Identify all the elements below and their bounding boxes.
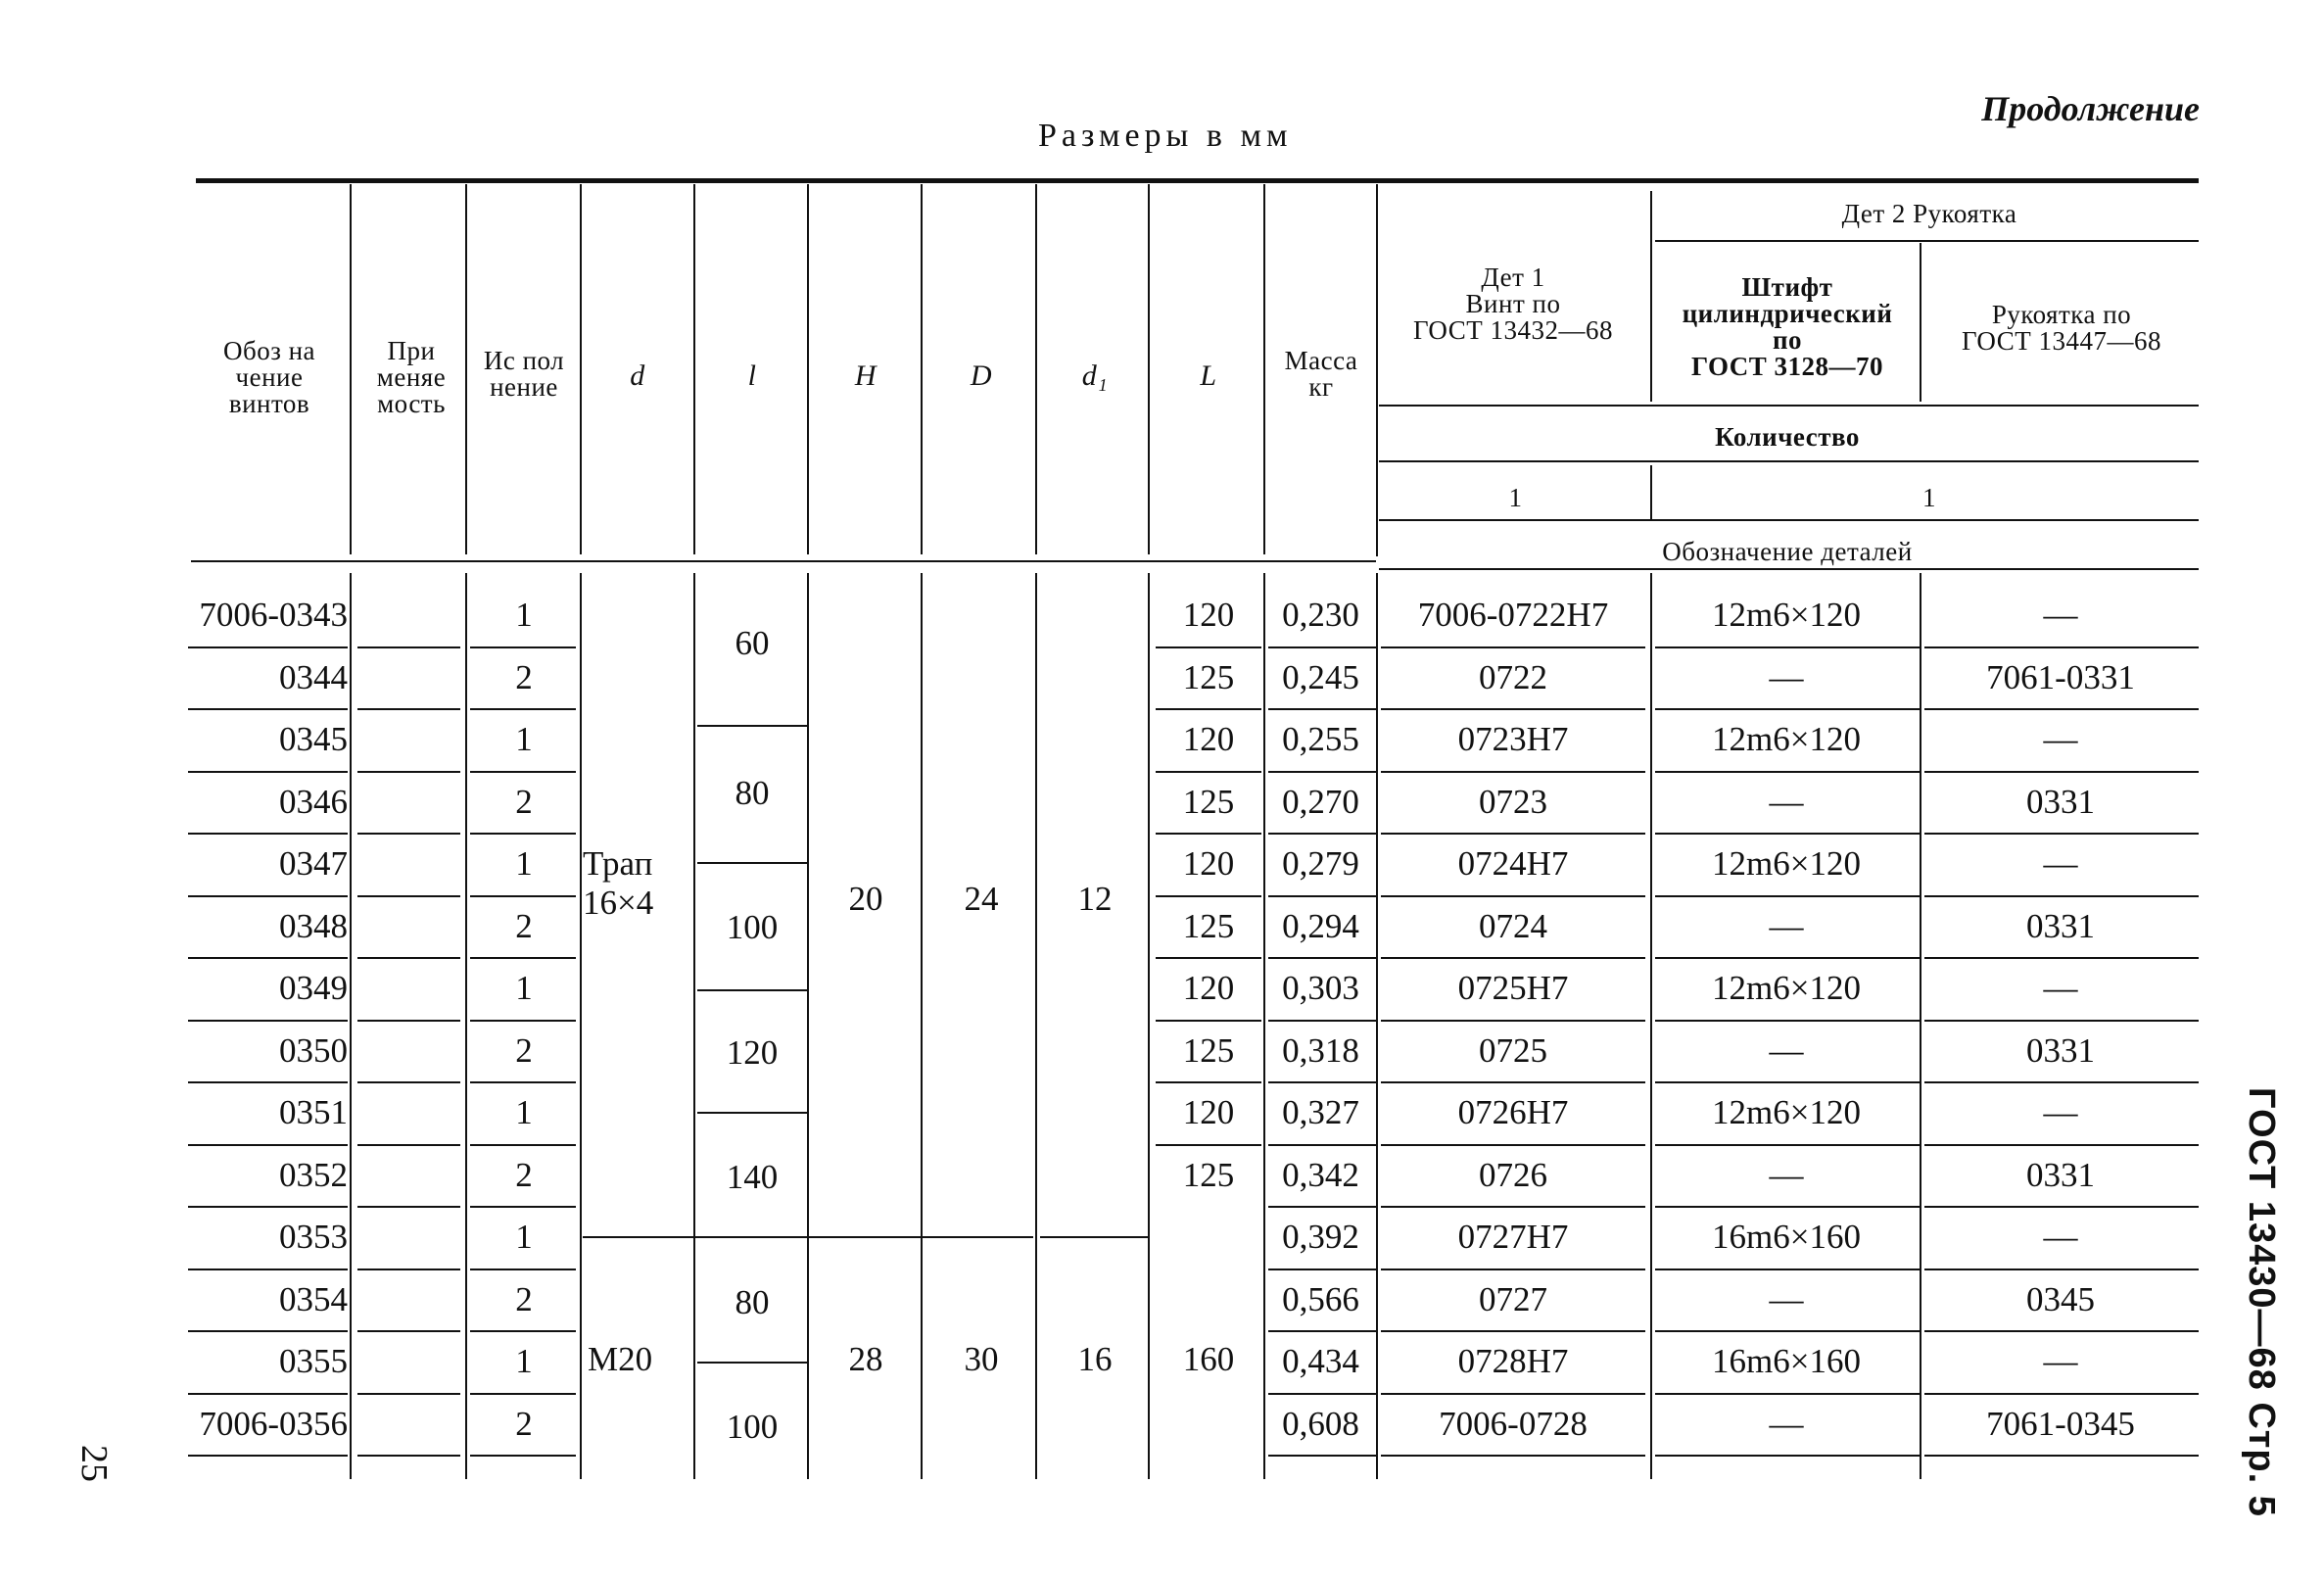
cell-designation: 0348 (279, 906, 348, 945)
row-rule (470, 1144, 576, 1146)
row-rule (188, 1020, 348, 1022)
cell-version: 2 (515, 657, 533, 696)
header-bottom-rule (191, 560, 1376, 562)
group-rule (697, 862, 807, 864)
header-column-rule (1035, 184, 1037, 554)
header-qty2: 1 (1922, 483, 1936, 512)
cell-designation: 0346 (279, 782, 348, 821)
cell-mass: 0,270 (1282, 782, 1359, 821)
row-rule (1655, 646, 1920, 648)
row-rule (470, 646, 576, 648)
group-rule (697, 989, 807, 991)
group-d1-value: 12 (1077, 880, 1113, 918)
header-rule (1379, 568, 2199, 570)
group-rule (583, 1236, 1033, 1238)
row-rule (1381, 1020, 1645, 1022)
cell-L: 125 (1182, 782, 1235, 821)
row-rule (1924, 833, 2199, 835)
row-rule (1924, 708, 2199, 710)
row-rule (188, 771, 348, 773)
row-rule (357, 1206, 460, 1208)
row-rule (1268, 895, 1376, 897)
cell-part1: 0728Н7 (1457, 1342, 1569, 1380)
cell-designation: 0344 (279, 657, 348, 696)
header-column-rule (807, 184, 809, 554)
cell-mass: 0,342 (1282, 1155, 1359, 1194)
row-rule (1655, 1269, 1920, 1270)
cell-designation: 0345 (279, 720, 348, 758)
row-rule (470, 895, 576, 897)
row-rule (1655, 708, 1920, 710)
row-rule (470, 833, 576, 835)
cell-L: 125 (1182, 657, 1235, 696)
cell-pin: 16m6×160 (1712, 1342, 1861, 1380)
row-rule (1381, 1081, 1645, 1083)
header-D: D (970, 359, 993, 392)
cell-handle: 0331 (2026, 1155, 2095, 1194)
cell-mass: 0,279 (1282, 844, 1359, 883)
cell-L: 125 (1182, 1030, 1235, 1070)
row-rule (1924, 1393, 2199, 1395)
row-rule (470, 1330, 576, 1332)
group-l-value: 100 (726, 1408, 779, 1446)
row-rule (1924, 1330, 2199, 1332)
header-rule (1379, 405, 2199, 407)
cell-version: 1 (515, 596, 533, 634)
header-column-rule (350, 184, 352, 554)
row-rule (1924, 1269, 2199, 1270)
cell-handle: — (2043, 969, 2078, 1007)
cell-version: 1 (515, 1342, 533, 1380)
cell-pin: — (1769, 782, 1804, 821)
row-rule (188, 646, 348, 648)
row-rule (188, 708, 348, 710)
cell-designation: 0353 (279, 1218, 348, 1256)
body-column-rule (921, 573, 923, 1479)
row-rule (1381, 1393, 1645, 1395)
row-rule (1156, 646, 1261, 648)
cell-pin: — (1769, 657, 1804, 696)
group-L-merged: 160 (1182, 1340, 1235, 1378)
group-rule (1040, 1236, 1148, 1238)
table-top-rule (196, 178, 2199, 183)
header-column-rule (1920, 243, 1921, 402)
row-rule (357, 1144, 460, 1146)
cell-version: 1 (515, 1093, 533, 1131)
header-column-rule (465, 184, 467, 554)
row-rule (1156, 895, 1261, 897)
cell-L: 120 (1182, 1093, 1235, 1131)
cell-part1: 0723Н7 (1457, 720, 1569, 758)
cell-pin: — (1769, 1279, 1804, 1318)
row-rule (470, 1269, 576, 1270)
row-rule (1156, 1144, 1261, 1146)
cell-pin: — (1769, 1155, 1804, 1194)
header-d1: d₁ (1081, 359, 1109, 392)
group-d1-value: 16 (1077, 1340, 1113, 1378)
header-column-rule (1650, 465, 1652, 519)
row-rule (1655, 1144, 1920, 1146)
row-rule (188, 1455, 348, 1457)
group-H-value: 20 (848, 880, 883, 918)
cell-part1: 0726Н7 (1457, 1093, 1569, 1131)
header-pin: Штифт цилиндрический по ГОСТ 3128—70 (1682, 272, 1893, 381)
cell-version: 1 (515, 844, 533, 883)
header-version: Ис пол нение (483, 346, 565, 402)
row-rule (1381, 1144, 1645, 1146)
row-rule (1655, 1393, 1920, 1395)
body-column-rule (807, 573, 809, 1479)
cell-mass: 0,566 (1282, 1279, 1359, 1318)
row-rule (1268, 957, 1376, 959)
cell-L: 120 (1182, 969, 1235, 1007)
body-column-rule (350, 573, 352, 1479)
cell-L: 120 (1182, 720, 1235, 758)
row-rule (1156, 957, 1261, 959)
row-rule (1268, 833, 1376, 835)
cell-handle: — (2043, 720, 2078, 758)
cell-version: 2 (515, 782, 533, 821)
row-rule (1924, 1206, 2199, 1208)
cell-designation: 0350 (279, 1030, 348, 1070)
group-rule (697, 725, 807, 727)
body-column-rule (1920, 573, 1921, 1479)
row-rule (1655, 771, 1920, 773)
cell-designation: 7006-0356 (199, 1404, 348, 1443)
row-rule (357, 1330, 460, 1332)
row-rule (1268, 1393, 1376, 1395)
row-rule (1268, 646, 1376, 648)
row-rule (470, 1206, 576, 1208)
row-rule (1655, 1330, 1920, 1332)
cell-designation: 0349 (279, 969, 348, 1007)
cell-designation: 7006-0343 (199, 596, 348, 634)
continued-label: Продолжение (1981, 89, 2200, 128)
row-rule (1268, 771, 1376, 773)
standard-side-label: ГОСТ 13430—68 Стр. 5 (2241, 1087, 2282, 1517)
cell-mass: 0,327 (1282, 1093, 1359, 1131)
cell-version: 2 (515, 1030, 533, 1070)
cell-part1: 0724Н7 (1457, 844, 1569, 883)
cell-part1: 0723 (1479, 782, 1547, 821)
row-rule (470, 1393, 576, 1395)
row-rule (1156, 708, 1261, 710)
row-rule (1268, 1330, 1376, 1332)
group-H-value: 28 (848, 1340, 883, 1378)
group-rule (697, 1362, 807, 1364)
cell-handle: 0331 (2026, 906, 2095, 945)
row-rule (188, 1206, 348, 1208)
row-rule (1156, 1081, 1261, 1083)
header-column-rule (1148, 184, 1150, 554)
row-rule (357, 1020, 460, 1022)
cell-L: 120 (1182, 844, 1235, 883)
cell-designation: 0352 (279, 1155, 348, 1194)
header-rule (1379, 519, 2199, 521)
row-rule (1268, 1020, 1376, 1022)
header-H: H (854, 359, 877, 392)
row-rule (1655, 957, 1920, 959)
cell-part1: 7006-0722Н7 (1417, 596, 1609, 634)
row-rule (1381, 1455, 1645, 1457)
row-rule (357, 1269, 460, 1270)
group-d-trap: Трап 16×4 (583, 844, 654, 922)
body-column-rule (1035, 573, 1037, 1479)
header-column-rule (693, 184, 695, 554)
row-rule (470, 1455, 576, 1457)
row-rule (1924, 957, 2199, 959)
row-rule (188, 1081, 348, 1083)
header-quantity: Количество (1715, 422, 1860, 452)
row-rule (1924, 1144, 2199, 1146)
row-rule (1381, 771, 1645, 773)
header-part-designation: Обозначение деталей (1662, 537, 1913, 566)
cell-pin: — (1769, 1030, 1804, 1070)
cell-version: 2 (515, 1279, 533, 1318)
row-rule (1381, 833, 1645, 835)
group-l-value: 140 (726, 1158, 779, 1196)
cell-pin: 12m6×120 (1712, 844, 1861, 883)
cell-L: 125 (1182, 1155, 1235, 1194)
header-column-rule (580, 184, 582, 554)
header-rule (1655, 240, 2199, 242)
row-rule (1268, 1081, 1376, 1083)
body-column-rule (1376, 573, 1378, 1479)
cell-part1: 0727Н7 (1457, 1218, 1569, 1256)
cell-handle: — (2043, 1218, 2078, 1256)
row-rule (470, 957, 576, 959)
cell-part1: 0722 (1479, 657, 1547, 696)
header-rule (1379, 460, 2199, 462)
cell-part1: 0726 (1479, 1155, 1547, 1194)
cell-mass: 0,303 (1282, 969, 1359, 1007)
cell-L: 125 (1182, 906, 1235, 945)
cell-pin: — (1769, 1404, 1804, 1443)
row-rule (1655, 833, 1920, 835)
cell-handle: 0345 (2026, 1279, 2095, 1318)
cell-part1: 0727 (1479, 1279, 1547, 1318)
body-column-rule (1650, 573, 1652, 1479)
row-rule (357, 833, 460, 835)
group-l-value: 80 (735, 1283, 770, 1321)
units-caption: Размеры в мм (1038, 118, 1293, 154)
row-rule (1268, 708, 1376, 710)
header-part2: Дет 2 Рукоятка (1841, 199, 2017, 228)
row-rule (1655, 1206, 1920, 1208)
row-rule (1381, 1206, 1645, 1208)
group-l-value: 120 (726, 1033, 779, 1072)
group-D-value: 30 (964, 1340, 999, 1378)
cell-mass: 0,245 (1282, 657, 1359, 696)
row-rule (470, 771, 576, 773)
header-L: L (1200, 359, 1217, 392)
row-rule (1156, 1020, 1261, 1022)
row-rule (357, 1081, 460, 1083)
row-rule (357, 1455, 460, 1457)
header-column-rule (1263, 184, 1265, 554)
header-d: d (630, 359, 645, 392)
row-rule (1268, 1144, 1376, 1146)
cell-version: 2 (515, 1155, 533, 1194)
cell-handle: 7061-0331 (1986, 657, 2135, 696)
row-rule (1268, 1455, 1376, 1457)
row-rule (1655, 1020, 1920, 1022)
row-rule (1381, 646, 1645, 648)
header-part1: Дет 1 Винт по ГОСТ 13432—68 (1412, 263, 1614, 345)
row-rule (470, 1081, 576, 1083)
cell-version: 1 (515, 720, 533, 758)
cell-mass: 0,294 (1282, 906, 1359, 945)
row-rule (357, 957, 460, 959)
header-applicability: При меняе мость (376, 336, 447, 418)
cell-handle: — (2043, 1342, 2078, 1380)
row-rule (357, 708, 460, 710)
row-rule (357, 1393, 460, 1395)
cell-version: 2 (515, 1404, 533, 1443)
row-rule (1924, 1455, 2199, 1457)
body-column-rule (693, 573, 695, 1479)
body-column-rule (1263, 573, 1265, 1479)
header-column-rule (1376, 184, 1378, 556)
group-D-value: 24 (964, 880, 999, 918)
row-rule (188, 1269, 348, 1270)
row-rule (188, 895, 348, 897)
row-rule (1268, 1269, 1376, 1270)
body-column-rule (1148, 573, 1150, 1479)
body-column-rule (465, 573, 467, 1479)
row-rule (188, 1330, 348, 1332)
cell-L: 120 (1182, 596, 1235, 634)
cell-part1: 7006-0728 (1439, 1404, 1588, 1443)
cell-handle: — (2043, 596, 2078, 634)
row-rule (1924, 1020, 2199, 1022)
row-rule (357, 895, 460, 897)
cell-handle: — (2043, 844, 2078, 883)
group-l-value: 100 (726, 908, 779, 946)
cell-version: 1 (515, 969, 533, 1007)
row-rule (1381, 1330, 1645, 1332)
row-rule (1381, 708, 1645, 710)
cell-pin: 12m6×120 (1712, 596, 1861, 634)
row-rule (1924, 646, 2199, 648)
cell-designation: 0351 (279, 1093, 348, 1131)
row-rule (1381, 957, 1645, 959)
header-column-rule (1650, 191, 1652, 402)
row-rule (1655, 895, 1920, 897)
row-rule (1156, 833, 1261, 835)
cell-mass: 0,230 (1282, 596, 1359, 634)
body-column-rule (580, 573, 582, 1479)
header-l: l (747, 359, 757, 392)
cell-pin: — (1769, 906, 1804, 945)
page-number: 25 (73, 1445, 115, 1482)
group-l-value: 80 (735, 774, 770, 812)
cell-mass: 0,434 (1282, 1342, 1359, 1380)
row-rule (357, 646, 460, 648)
cell-designation: 0355 (279, 1342, 348, 1380)
row-rule (1268, 1206, 1376, 1208)
group-d-m20: М20 (588, 1340, 653, 1378)
cell-part1: 0725Н7 (1457, 969, 1569, 1007)
row-rule (470, 708, 576, 710)
row-rule (357, 771, 460, 773)
cell-version: 2 (515, 906, 533, 945)
cell-pin: 12m6×120 (1712, 1093, 1861, 1131)
cell-mass: 0,608 (1282, 1404, 1359, 1443)
row-rule (188, 1144, 348, 1146)
cell-mass: 0,318 (1282, 1030, 1359, 1070)
cell-handle: 0331 (2026, 782, 2095, 821)
header-mass: Масса кг (1284, 346, 1358, 402)
row-rule (188, 1393, 348, 1395)
row-rule (1381, 895, 1645, 897)
cell-version: 1 (515, 1218, 533, 1256)
row-rule (188, 957, 348, 959)
header-handle: Рукоятка по ГОСТ 13447—68 (1961, 300, 2162, 356)
header-qty1: 1 (1508, 483, 1523, 512)
group-l-value: 60 (735, 624, 770, 662)
row-rule (1655, 1081, 1920, 1083)
cell-pin: 12m6×120 (1712, 969, 1861, 1007)
cell-handle: 0331 (2026, 1030, 2095, 1070)
cell-mass: 0,255 (1282, 720, 1359, 758)
cell-handle: — (2043, 1093, 2078, 1131)
row-rule (1924, 771, 2199, 773)
row-rule (1924, 1081, 2199, 1083)
cell-mass: 0,392 (1282, 1218, 1359, 1256)
header-designation: Обоз на чение винтов (222, 336, 316, 418)
cell-handle: 7061-0345 (1986, 1404, 2135, 1443)
cell-designation: 0354 (279, 1279, 348, 1318)
cell-part1: 0724 (1479, 906, 1547, 945)
header-column-rule (921, 184, 923, 554)
row-rule (188, 833, 348, 835)
row-rule (1924, 895, 2199, 897)
row-rule (1655, 1455, 1920, 1457)
cell-pin: 12m6×120 (1712, 720, 1861, 758)
cell-pin: 16m6×160 (1712, 1218, 1861, 1256)
row-rule (470, 1020, 576, 1022)
row-rule (1381, 1269, 1645, 1270)
row-rule (1156, 771, 1261, 773)
cell-part1: 0725 (1479, 1030, 1547, 1070)
group-rule (697, 1112, 807, 1114)
cell-designation: 0347 (279, 844, 348, 883)
